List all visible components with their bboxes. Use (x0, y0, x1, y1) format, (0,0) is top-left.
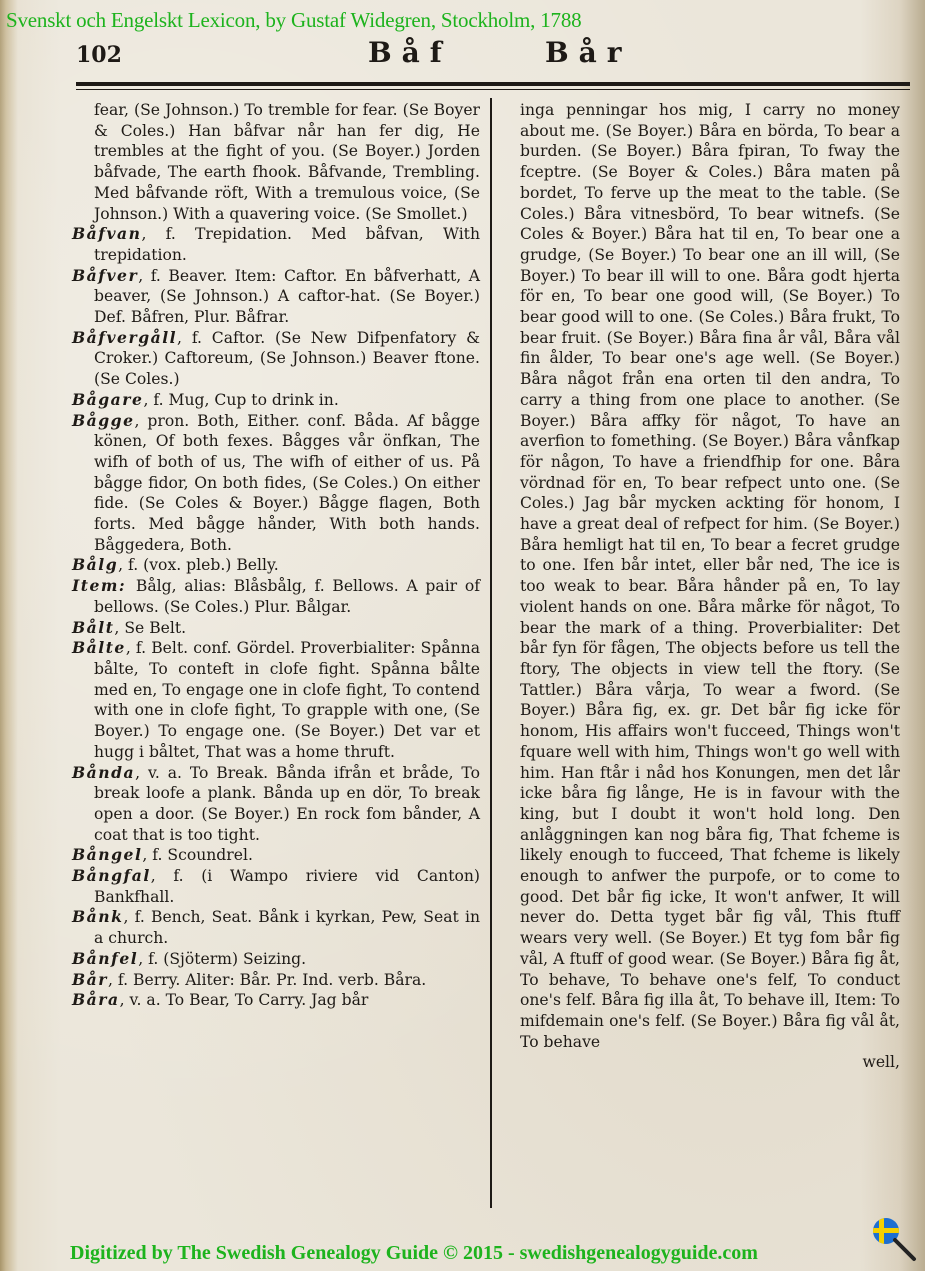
running-head (0, 36, 925, 76)
guide-word-left: Båf (368, 36, 452, 69)
swedish-flag-magnifier-icon (870, 1215, 918, 1263)
headword: Båfvergåll (72, 327, 178, 347)
definition: , f. Belt. conf. Gördel. Proverbialiter: Spånna bålte, To conteft in clofe fight. Spånna bålte med en, To engage one in clofe fight, To contend with one in clofe fight, To grapple with one, (Se Boyer.) To engage one. (Se Boyer.) Det var et hugg i båltet, That was a home thruft. (94, 639, 480, 761)
guide-word-right: Bår (545, 36, 632, 69)
dictionary-entry (72, 224, 480, 265)
definition: , f. (Sjöterm) Seizing. (138, 949, 307, 968)
dictionary-entry (72, 949, 480, 970)
dictionary-entry (72, 411, 480, 556)
definition: , pron. Both, Either. conf. Båda. Af bågge könen, Of both fexes. Bågges vår önfkan, The wifh of both of us, The wifh of either of us. På bågge fidor, On both fides, (Se Coles.) On either fide. (Se Coles & Boyer.) Bågge flagen, Both forts. Med bågge hånder, With both hands. Båggedera, Both. (94, 411, 480, 554)
definition: , f. Mug, Cup to drink in. (143, 390, 339, 409)
continued-entry: inga penningar hos mig, I carry no money about me. (Se Boyer.) Båra en börda, To bear a burden. (Se Boyer.) Båra fpiran, To fway the fceptre. (Se Boyer & Coles.) Båra maten på bordet, To ferve up the meat to the table. (Se Coles.) Båra vitnesbörd, To bear witnefs. (Se Coles & Boyer.) Båra hat til en, To bear one a grudge, (Se Boyer.) To bear one an ill will, (Se Boyer.) To bear ill will to one. Båra godt hjerta för en, To bear one good will, (Se Boyer.) To bear good will to one. (Se Coles.) Båra frukt, To bear fruit. (Se Boyer.) Båra fina år vål, Båra vål fin ålder, To bear one's age well. (Se Boyer.) Båra något från ena orten til den andra, To carry a thing from one place to another. (Se Boyer.) Båra affky för något, To have an averfion to fomething. (Se Boyer.) Båra vånfkap för någon, To have a friendfhip for one. Båra vördnad för en, To bear refpect unto one. (Se Coles.) Jag bår mycken ackting för honom, I have a great deal of refpect for him. (Se Boyer.) Båra hemligt hat til en, To bear a fecret grudge to one. Ifen bår intet, eller bår ned, The ice is too weak to bear. Båra hånder på en, To lay violent hands on one. Båra mårke för något, To bear the mark of a thing. Proverbialiter: Det bår fyn för fågen, The objects before us tell the ftory, The objects in view tell the ftory. (Se Tattler.) Båra vårja, To wear a fword. (Se Boyer.) Båra fig, ex. gr. Det bår fig icke för honom, His affairs won't fucceed, Things won't fquare well with him, Things won't go well with him. Han ftår i nåd hos Konungen, men det lår icke båra fig långe, He is in favour with the king, but I doubt it won't hold long. Den anlåggningen kan nog båra fig, That fcheme is likely enough to fucceed, That fcheme is likely enough to anfwer the purpofe, or to come to good. Det bår fig icke, It won't anfwer, It will never do. Detta tyget bår fig vål, This ftuff wears very well. (Se Boyer.) Et tyg fom bår fig vål, A ftuff of good wear. (Se Boyer.) Båra fig åt, To behave, To behave one's felf, To conduct one's felf. Båra fig illa åt, To behave ill, Item: To mifdemain one's felf. (Se Boyer.) Båra fig vål åt, To behave (520, 101, 900, 1051)
headword: Bånk (72, 907, 124, 927)
dictionary-entry (72, 638, 480, 762)
definition: , Se Belt. (114, 618, 187, 637)
definition: Bålg, alias: Blåsbålg, f. Bellows. A pair of bellows. (Se Coles.) Plur. Bålgar. (94, 577, 481, 616)
headword: Bånfel (72, 948, 139, 968)
dictionary-entry (72, 907, 480, 948)
definition: , f. (i Wampo riviere vid Canton) Bankfhall. (94, 867, 480, 906)
left-column (72, 100, 480, 1011)
catchword: well, (862, 1053, 900, 1072)
dictionary-entry (72, 266, 480, 328)
headword: Båfvan (72, 224, 142, 244)
definition: , f. Beaver. Item: Caftor. En båfverhatt, A beaver, (Se Johnson.) A caftor-hat. (Se Boyer.) Def. Båfren, Plur. Båfrar. (94, 266, 480, 327)
dictionary-entry (72, 990, 480, 1011)
definition: , f. (vox. pleb.) Belly. (118, 556, 279, 575)
dictionary-entry (72, 845, 480, 866)
continued-entry: fear, (Se Johnson.) To tremble for fear. (Se Boyer & Coles.) Han båfvar når han fer dig, He trembles at the fight of you. (Se Boyer.) Jorden båfvade, The earth fhook. Båfvande, Trembling. Med båfvande röft, With a tremulous voice, (Se Johnson.) With a quavering voice. (Se Smollet.) (94, 101, 480, 223)
dictionary-entry (72, 970, 480, 991)
entry-list (72, 224, 480, 1011)
definition: , f. Trepidation. Med båfvan, With trepidation. (94, 225, 480, 264)
headword: Bånda (72, 762, 136, 782)
headword: Bålte (72, 638, 126, 658)
headword: Bångfal (72, 866, 151, 886)
headword: Båra (72, 990, 120, 1010)
footer-watermark: Digitized by The Swedish Genealogy Guide © 2015 - swedishgenealogyguide.com (70, 1242, 758, 1264)
definition: , f. Scoundrel. (142, 846, 253, 865)
dictionary-entry (72, 763, 480, 846)
headword: Båfver (72, 265, 139, 285)
definition: , f. Caftor. (Se New Difpenfatory & Croker.) Caftoreum, (Se Johnson.) Beaver ftone. (Se Coles.) (94, 328, 480, 389)
header-rule (76, 82, 910, 90)
dictionary-entry (72, 390, 480, 411)
headword: Bågge (72, 410, 135, 430)
headword: Item: (72, 576, 136, 596)
dictionary-entry (72, 555, 480, 576)
definition: , f. Bench, Seat. Bånk i kyrkan, Pew, Seat in a church. (94, 908, 480, 948)
headword: Bågare (72, 389, 144, 409)
dictionary-entry (72, 328, 480, 390)
definition: , f. Berry. Aliter: Bår. Pr. Ind. verb. Båra. (108, 970, 427, 989)
headword: Bålg (72, 555, 119, 575)
headword: Bålt (72, 617, 115, 637)
page-number: 102 (76, 42, 122, 68)
dictionary-entry (72, 618, 480, 639)
headword: Bångel (72, 845, 143, 865)
definition: , v. a. To Break. Bånda ifrån et bråde, To break loofe a plank. Bånda up en dör, To break open a door. (Se Boyer.) En rock fom bånder, A coat that is too tight. (94, 763, 480, 844)
definition: , v. a. To Bear, To Carry. Jag bår (119, 991, 369, 1010)
column-divider (490, 98, 492, 1208)
headword: Bår (72, 969, 108, 989)
dictionary-entry (72, 866, 480, 907)
right-column (520, 100, 900, 1073)
title-watermark: Svenskt och Engelskt Lexicon, by Gustaf Widegren, Stockholm, 1788 (6, 8, 582, 32)
dictionary-entry (72, 576, 480, 617)
